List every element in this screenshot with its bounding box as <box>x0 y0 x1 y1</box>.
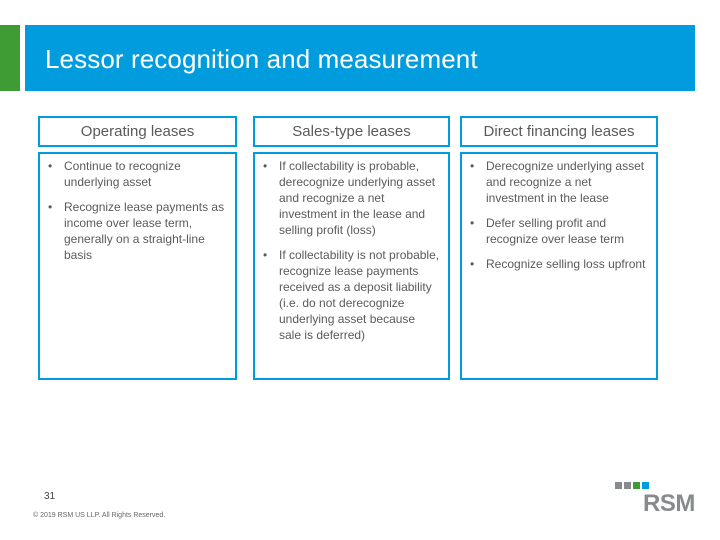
logo-square-green <box>633 482 640 489</box>
column-header-label: Direct financing leases <box>483 123 635 140</box>
bullet-item: • Defer selling profit and recognize over lease term <box>466 215 648 247</box>
column-body-sales-type <box>253 152 450 380</box>
copyright-notice: © 2019 RSM US LLP. All Rights Reserved. <box>33 512 166 519</box>
bullet-item: • If collectability is not probable, recognize lease payments received as a deposit liability (i.e. do not derecognize underlying asset because sale is deferred) <box>259 247 440 343</box>
bullet-item: • Continue to recognize underlying asset <box>44 158 227 190</box>
page-number: 31 <box>44 491 56 502</box>
logo-square-gray <box>624 482 631 489</box>
slide-title: Lessor recognition and measurement <box>45 44 478 74</box>
bullet-item: • Recognize lease payments as income over lease term, generally on a straight-line basis <box>44 199 227 263</box>
column-header-sales-type <box>253 116 450 147</box>
title-banner <box>25 25 695 91</box>
column-body-direct-financing <box>460 152 658 380</box>
column-body-operating <box>38 152 237 380</box>
accent-bar <box>0 25 20 91</box>
column-header-label: Operating leases <box>80 123 195 140</box>
column-header-label: Sales-type leases <box>292 123 411 140</box>
bullet-list <box>44 158 227 263</box>
bullet-item: • Recognize selling loss upfront <box>466 256 648 272</box>
bullet-list <box>466 158 648 272</box>
column-header-direct-financing <box>460 116 658 147</box>
bullet-item: • Derecognize underlying asset and recognize a net investment in the lease <box>466 158 648 206</box>
logo-square-gray <box>615 482 622 489</box>
bullet-list <box>259 158 440 343</box>
logo-square-blue <box>642 482 649 489</box>
column-header-operating <box>38 116 237 147</box>
logo-wordmark: RSM <box>643 490 695 517</box>
bullet-item: • If collectability is probable, derecognize underlying asset and recognize a net investment in the lease and selling profit (loss) <box>259 158 440 238</box>
rsm-logo <box>613 482 697 518</box>
